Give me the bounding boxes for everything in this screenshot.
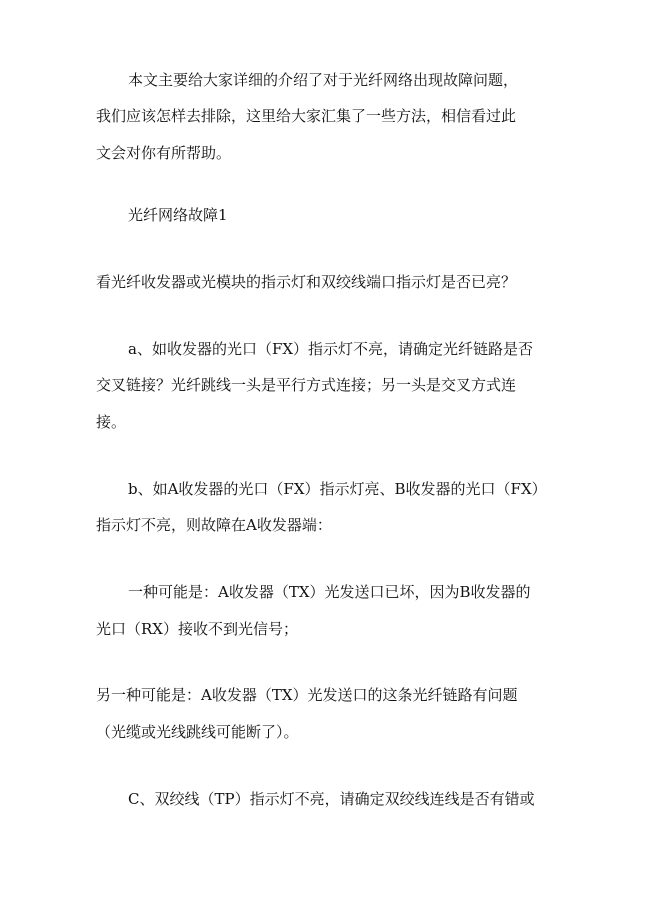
text-line: 文会对你有所帮助。	[96, 144, 232, 162]
text-line: 光口（RX）接收不到光信号；	[96, 620, 298, 638]
text-line: 一种可能是：A收发器（TX）光发送口已坏，因为B收发器的	[128, 583, 531, 601]
text-line: 看光纤收发器或光模块的指示灯和双绞线端口指示灯是否已亮？	[96, 273, 517, 291]
text-line: 另一种可能是：A收发器（TX）光发送口的这条光纤链路有问题	[96, 686, 518, 704]
text-line: 本文主要给大家详细的介绍了对于光纤网络出现故障问题，	[128, 71, 519, 89]
text-line: 我们应该怎样去排除，这里给大家汇集了一些方法，相信看过此	[96, 107, 517, 125]
text-line: 交叉链接？光纤跳线一头是平行方式连接；另一头是交叉方式连	[96, 376, 517, 394]
text-line: b、如A收发器的光口（FX）指示灯亮、B收发器的光口（FX）	[128, 480, 547, 498]
heading-line: 光纤网络故障1	[128, 206, 228, 224]
text-line: C、双绞线（TP）指示灯不亮，请确定双绞线连线是否有错或	[128, 790, 535, 808]
text-line: a、如收发器的光口（FX）指示灯不亮，请确定光纤链路是否	[128, 340, 534, 358]
text-line: 指示灯不亮，则故障在A收发器端：	[96, 516, 332, 534]
text-line: 接。	[96, 413, 127, 431]
text-line: （光缆或光线跳线可能断了）。	[96, 723, 299, 741]
